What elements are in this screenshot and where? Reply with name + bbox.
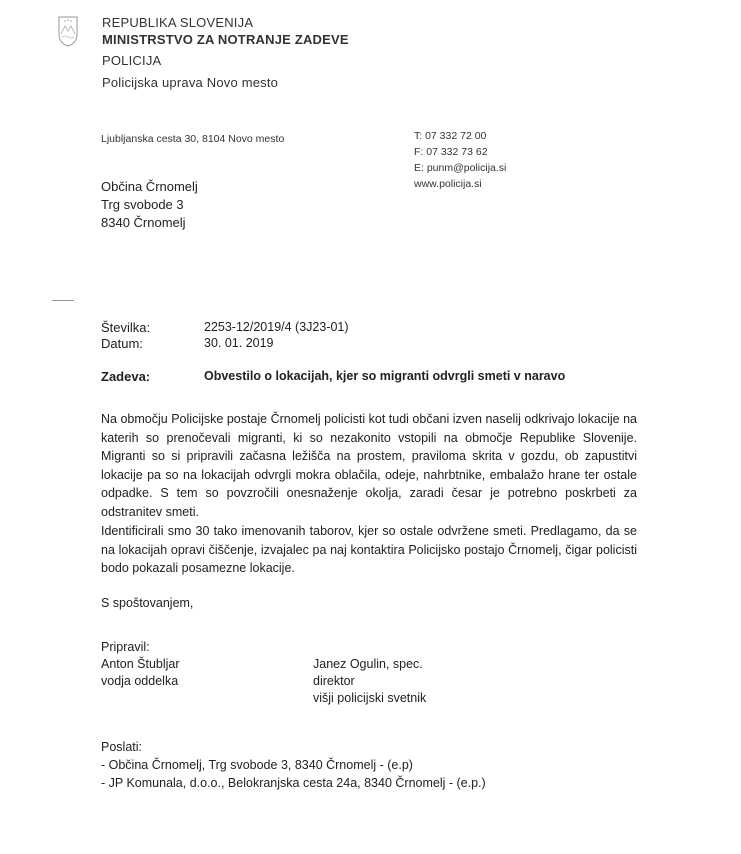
contact-phone: T: 07 332 72 00 <box>414 130 487 142</box>
director-name: Janez Ogulin, spec. <box>313 657 423 671</box>
slovenia-coat-of-arms-icon <box>56 14 80 48</box>
director-rank: višji policijski svetnik <box>313 691 427 705</box>
sent-to-block <box>101 738 486 792</box>
number-label: Številka: <box>101 320 151 335</box>
sent-to-item: - Občina Črnomelj, Trg svobode 3, 8340 Črnomelj - (e.p) <box>101 758 413 772</box>
preparer-block <box>101 639 180 690</box>
body-paragraph-2: Identificirali smo 30 tako imenovanih taborov, kjer so ostale odvržene smeti. Predlagamo, da se na lokacijah opravi čiščenje, izvajalec pa naj kontaktira Policijsko postajo Črnomelj, čigar policisti bodo pokazali posamezne lokacije. <box>101 524 637 575</box>
fold-mark <box>52 300 74 301</box>
date-value: 30. 01. 2019 <box>204 336 274 350</box>
contact-fax: F: 07 332 73 62 <box>414 146 488 158</box>
recipient-city: 8340 Črnomelj <box>101 215 186 230</box>
director-title: direktor <box>313 674 355 688</box>
contact-web: www.policija.si <box>414 178 482 190</box>
prepared-label: Pripravil: <box>101 640 150 654</box>
subject-value: Obvestilo o lokacijah, kjer so migranti odvrgli smeti v naravo <box>204 369 566 383</box>
recipient-block <box>101 178 198 232</box>
sent-to-label: Poslati: <box>101 740 142 754</box>
preparer-name: Anton Štubljar <box>101 657 180 671</box>
recipient-name: Občina Črnomelj <box>101 179 198 194</box>
preparer-title: vodja oddelka <box>101 674 179 688</box>
date-label: Datum: <box>101 336 143 351</box>
subject-label: Zadeva: <box>101 369 151 384</box>
contact-email: E: punm@policija.si <box>414 162 507 174</box>
header-police-admin: Policijska uprava Novo mesto <box>102 75 279 90</box>
closing-greeting: S spoštovanjem, <box>101 596 194 610</box>
header-ministry: MINISTRSTVO ZA NOTRANJE ZADEVE <box>102 32 349 47</box>
director-block <box>313 656 426 707</box>
sender-address: Ljubljanska cesta 30, 8104 Novo mesto <box>101 133 285 145</box>
recipient-street: Trg svobode 3 <box>101 197 184 212</box>
header-police: POLICIJA <box>102 53 162 68</box>
sent-to-item: - JP Komunala, d.o.o., Belokranjska cesta 24a, 8340 Črnomelj - (e.p.) <box>101 776 486 790</box>
body-paragraph-1: Na območju Policijske postaje Črnomelj policisti kot tudi občani izven naselij odkrivajo lokacije na katerih so prenočevali migranti, ki so nezakonito vstopili na območje Republike Slovenije. Migranti so si pripravili začasna ležišča na prostem, praviloma skrita v gozdu, ob zapustitvi lokacije pa so na lokacijah odvrgli mokra oblačila, odeje, nahrbtnike, embalažo hrane ter ostale odpadke. S tem so povzročili onesnaženje okolja, zaradi česar je potrebno poskrbeti za odstranitev smeti. <box>101 412 637 519</box>
number-value: 2253-12/2019/4 (3J23-01) <box>204 320 349 334</box>
header-republic: REPUBLIKA SLOVENIJA <box>102 15 254 30</box>
